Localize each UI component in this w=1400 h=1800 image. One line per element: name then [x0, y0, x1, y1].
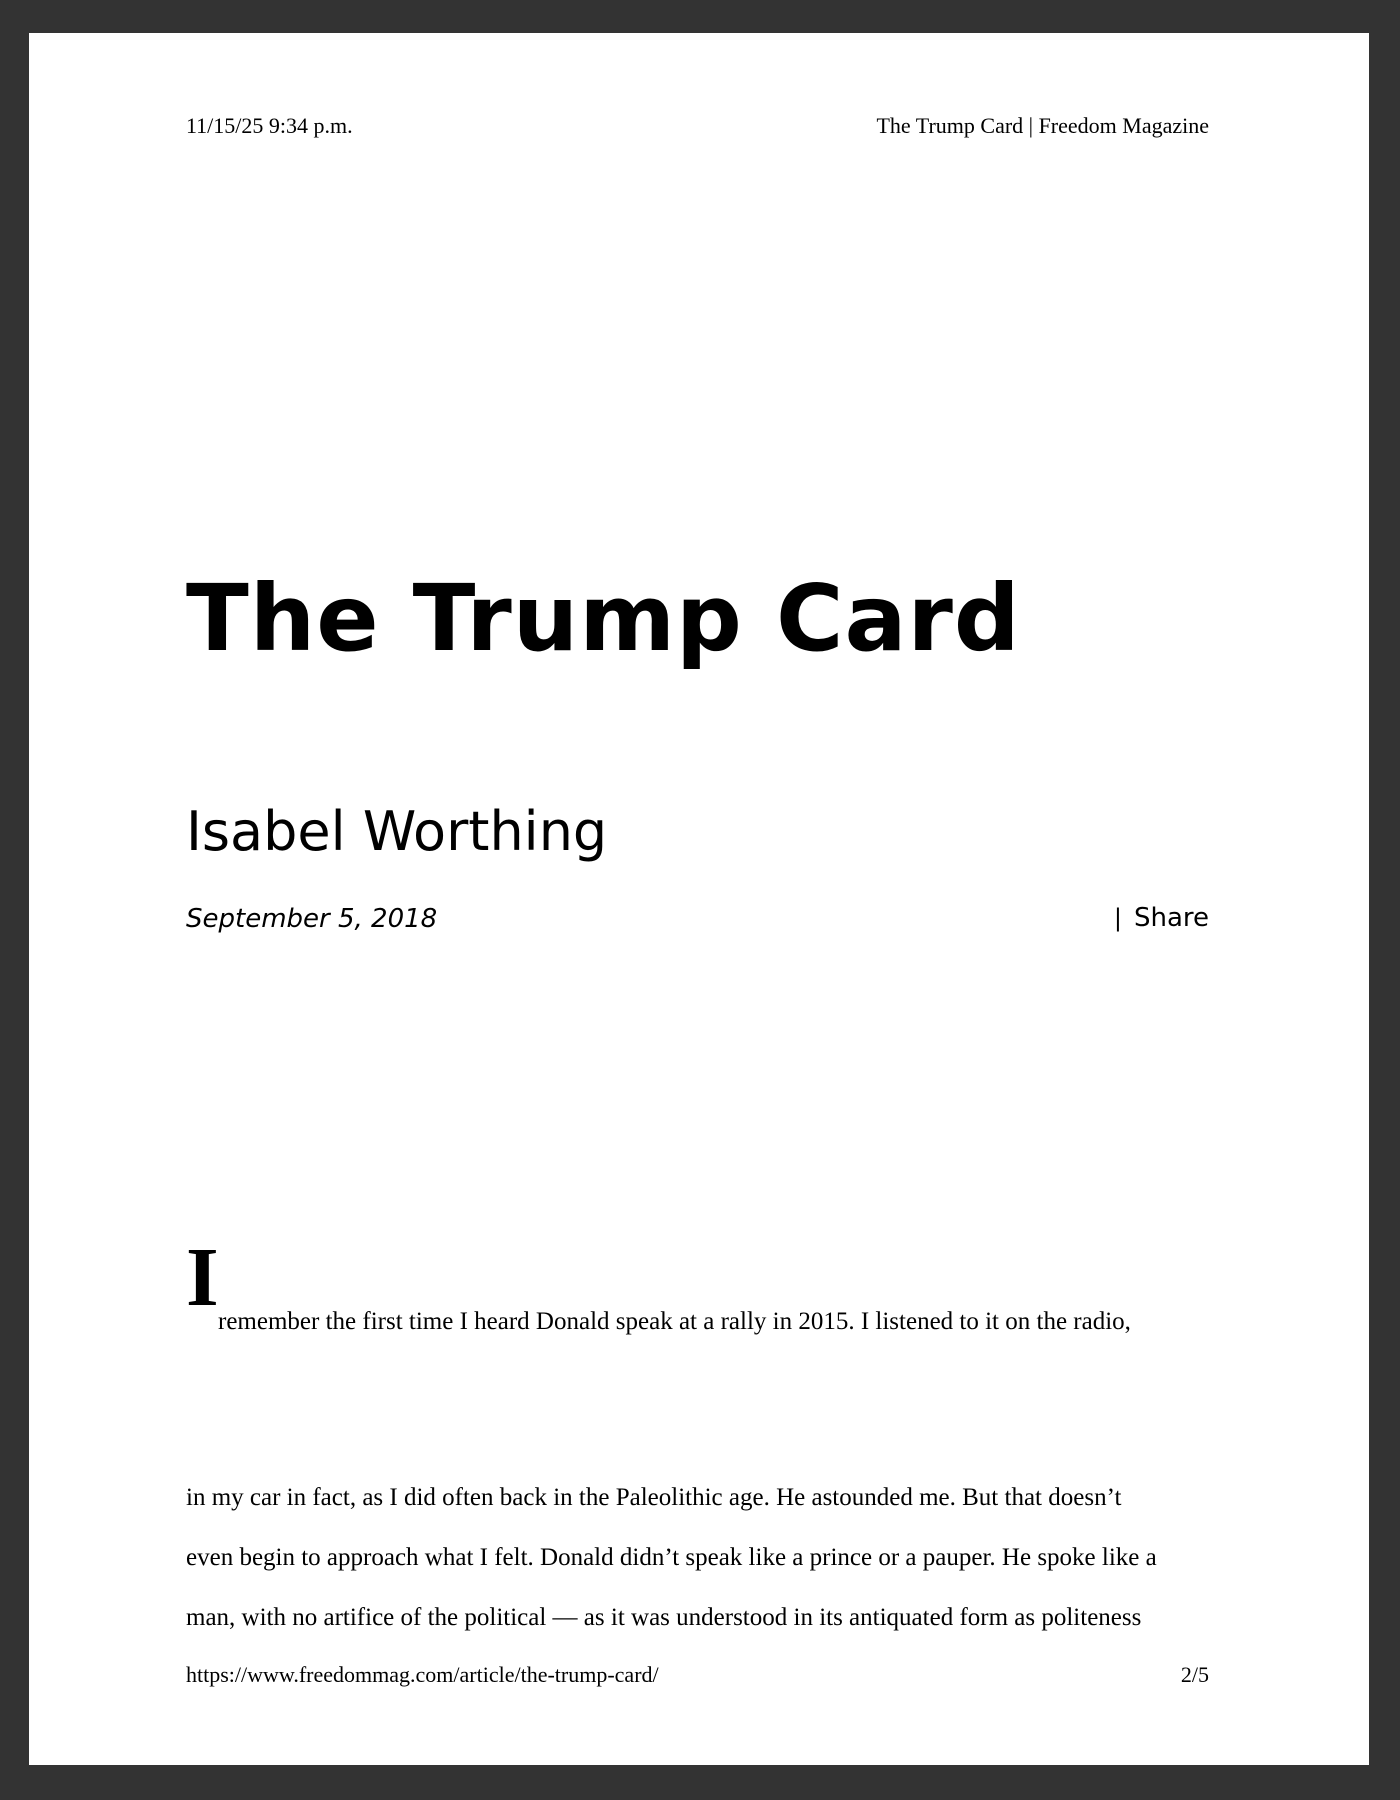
share-separator: |: [1113, 904, 1122, 932]
body-line: in my car in fact, as I did often back in the Paleolithic age. He astounded me. But that doesn’t: [186, 1484, 1122, 1511]
document-page: [29, 33, 1369, 1765]
share-link[interactable]: Share: [1133, 903, 1209, 933]
print-url: https://www.freedommag.com/article/the-trump-card/: [186, 1662, 659, 1687]
body-line: man, with no artifice of the political — as it was understood in its antiquated form as politeness: [186, 1604, 1142, 1631]
drop-cap: I: [186, 1231, 219, 1324]
article-author: Isabel Worthing: [186, 800, 608, 863]
article-date: September 5, 2018: [186, 904, 438, 934]
body-line: remember the first time I heard Donald speak at a rally in 2015. I listened to it on the radio,: [218, 1308, 1131, 1335]
print-page-number: 2/5: [1180, 1662, 1209, 1687]
print-page-title: The Trump Card | Freedom Magazine: [876, 113, 1209, 138]
share-container: [1114, 905, 1209, 931]
body-line: even begin to approach what I felt. Donald didn’t speak like a prince or a pauper. He spoke like a: [186, 1544, 1157, 1571]
article-title: The Trump Card: [186, 565, 1021, 672]
print-timestamp: 11/15/25 9:34 p.m.: [186, 113, 353, 138]
